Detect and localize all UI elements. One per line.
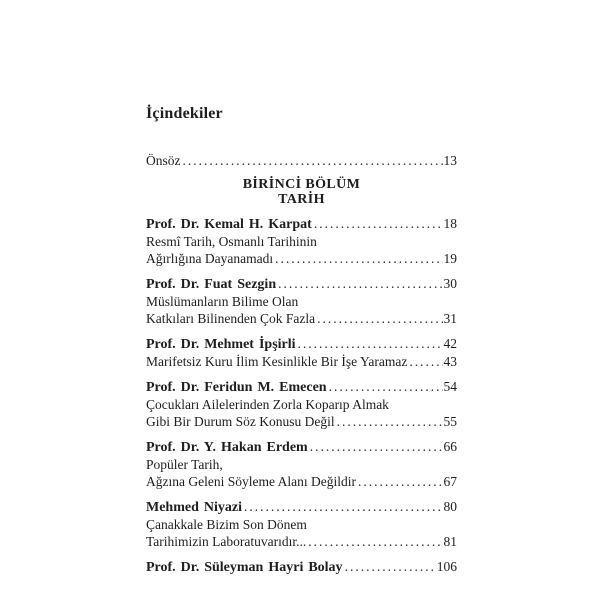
toc-line	[146, 396, 457, 413]
toc-front-matter	[146, 152, 457, 169]
toc-line-text: Müslümanların Bilime Olan	[146, 294, 299, 309]
toc-page-number: 31	[443, 311, 457, 326]
toc-line-text: Prof. Dr. Fuat Sezgin	[146, 277, 277, 292]
toc-line	[146, 250, 457, 267]
dot-leader	[310, 438, 443, 455]
dot-leader	[314, 215, 443, 232]
toc-page-number: 43	[443, 354, 457, 369]
toc-page-number: 81	[443, 534, 457, 549]
toc-line	[146, 558, 457, 576]
toc-line	[146, 310, 457, 327]
toc-entry	[146, 558, 457, 576]
toc-line	[146, 378, 457, 396]
toc-line-text: Resmî Tarih, Osmanlı Tarihinin	[146, 234, 317, 249]
toc-page-number: 106	[436, 559, 457, 574]
toc-entry	[146, 275, 457, 327]
toc-line-text: Prof. Dr. Kemal H. Karpat	[146, 217, 312, 232]
toc-entry	[146, 215, 457, 267]
section-heading-part-title: TARİH	[278, 191, 325, 207]
toc-line-text: Prof. Dr. Mehmet İpşirli	[146, 337, 296, 352]
dot-leader	[409, 353, 442, 370]
toc-page-number: 66	[443, 439, 457, 454]
toc-line-text: Ağzına Geleni Söyleme Alanı Değildir	[146, 474, 356, 489]
section-heading-part-label: BİRİNCİ BÖLÜM	[242, 177, 361, 192]
dot-leader	[308, 533, 442, 550]
section-heading	[146, 178, 457, 207]
dot-leader	[358, 473, 443, 490]
dot-leader	[345, 558, 436, 575]
toc-line-text: Prof. Dr. Süleyman Hayri Bolay	[146, 560, 343, 575]
toc-line-text: Çanakkale Bizim Son Dönem	[146, 517, 307, 532]
toc-line	[146, 438, 457, 456]
toc-page-number: 30	[443, 276, 457, 291]
dot-leader	[329, 378, 443, 395]
toc-line-text: Ağırlığına Dayanamadı	[146, 251, 274, 266]
dot-leader	[298, 335, 443, 352]
toc-entry	[146, 335, 457, 370]
toc-line	[146, 335, 457, 353]
toc-line	[146, 413, 457, 430]
dot-leader	[278, 275, 442, 292]
toc-line	[146, 152, 457, 169]
toc-page-number: 18	[443, 216, 457, 231]
page-title: İçindekiler	[146, 105, 223, 122]
toc-entry	[146, 378, 457, 430]
dot-leader	[275, 250, 442, 267]
toc-line-text: Gibi Bir Durum Söz Konusu Değil	[146, 414, 335, 429]
toc-line-text: Katkıları Bilinenden Çok Fazla	[146, 311, 316, 326]
toc-entry	[146, 438, 457, 490]
toc-page	[146, 104, 457, 576]
toc-page-number: 55	[443, 414, 457, 429]
toc-line-text: Tarihimizin Laboratuvarıdır...	[146, 534, 307, 549]
toc-line	[146, 353, 457, 370]
toc-line	[146, 498, 457, 516]
toc-page-number: 13	[443, 153, 457, 168]
toc-line-text: Prof. Dr. Y. Hakan Erdem	[146, 440, 308, 455]
toc-line-text: Prof. Dr. Feridun M. Emecen	[146, 380, 327, 395]
toc-page-number: 80	[443, 499, 457, 514]
toc-line	[146, 233, 457, 250]
toc-page-number: 67	[443, 474, 457, 489]
toc-line-text: Popüler Tarih,	[146, 457, 223, 472]
toc-line	[146, 516, 457, 533]
toc-line	[146, 215, 457, 233]
toc-page-number: 42	[443, 336, 457, 351]
toc-line	[146, 456, 457, 473]
dot-leader	[244, 498, 443, 515]
toc-line-text: Marifetsiz Kuru İlim Kesinlikle Bir İşe Yaramaz	[146, 354, 408, 369]
toc-line	[146, 533, 457, 550]
dot-leader	[183, 152, 443, 169]
toc-line	[146, 473, 457, 490]
toc-page-number: 19	[443, 251, 457, 266]
toc-entries	[146, 215, 457, 576]
toc-line-text: Mehmed Niyazi	[146, 500, 242, 515]
toc-line	[146, 275, 457, 293]
toc-line	[146, 293, 457, 310]
dot-leader	[337, 413, 443, 430]
toc-line-text: Çocukları Ailelerinden Zorla Koparıp Almak	[146, 397, 389, 412]
dot-leader	[317, 310, 442, 327]
toc-page-number: 54	[443, 379, 457, 394]
toc-entry	[146, 498, 457, 550]
toc-line-text: Önsöz	[146, 153, 181, 168]
